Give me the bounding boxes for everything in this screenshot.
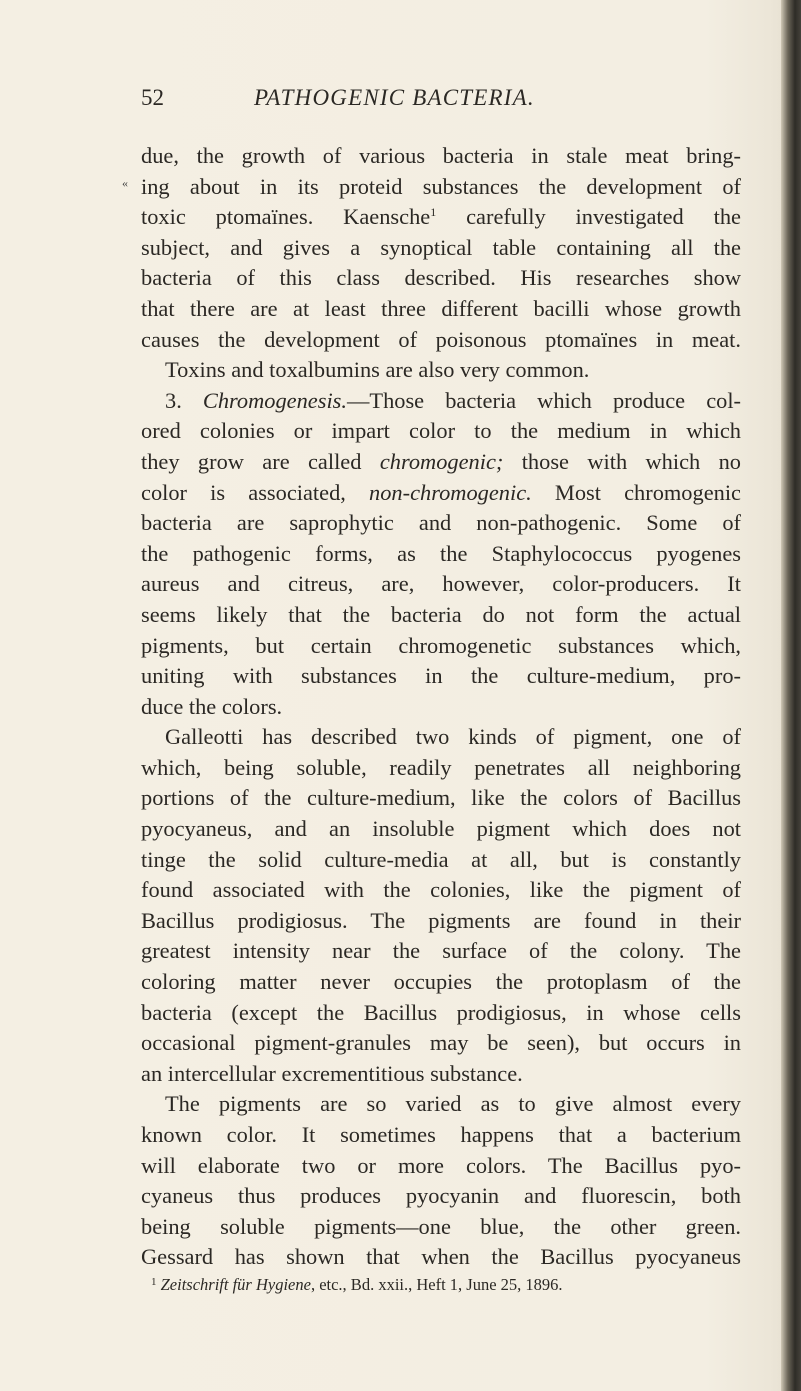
text-line: ored colonies or impart color to the medium in which bbox=[141, 418, 741, 444]
text-line: duce the colors. bbox=[141, 693, 283, 719]
text-line bbox=[141, 386, 741, 417]
text-run: Most chromogenic bbox=[531, 479, 741, 505]
text-line: uniting with substances in the culture-medium, pro- bbox=[141, 663, 741, 689]
text-line: which, being soluble, readily penetrates all neighboring bbox=[141, 754, 741, 780]
text-line: greatest intensity near the surface of the colony. The bbox=[141, 938, 741, 964]
text-line: coloring matter never occupies the protoplasm of the bbox=[141, 969, 741, 995]
text-line: subject, and gives a synoptical table containing all the bbox=[141, 234, 741, 260]
page-header bbox=[141, 80, 781, 116]
text-run: those with which no bbox=[503, 448, 741, 474]
text-line: seems likely that the bacteria do not form the actual bbox=[141, 601, 741, 627]
footnote-marker: 1 bbox=[151, 1275, 157, 1288]
text-line: pyocyaneus, and an insoluble pigment which does not bbox=[141, 816, 741, 842]
body-text bbox=[141, 141, 741, 1297]
text-line: bacteria (except the Bacillus prodigiosus, in whose cells bbox=[141, 999, 741, 1025]
text-line: due, the growth of various bacteria in stale meat bring- bbox=[141, 143, 741, 168]
text-run: carefully investigated the bbox=[466, 204, 741, 230]
text-line: Galleotti has described two kinds of pigment, one of bbox=[165, 724, 741, 750]
text-line: The pigments are so varied as to give almost every bbox=[165, 1091, 741, 1117]
text-line: causes the development of poisonous ptomaïnes in meat. bbox=[141, 326, 741, 352]
emphasis-term: non-chromogenic. bbox=[369, 479, 532, 505]
text-line: aureus and citreus, are, however, color-producers. It bbox=[141, 571, 741, 597]
text-line: found associated with the colonies, like the pigment of bbox=[141, 877, 741, 903]
page-number: 52 bbox=[141, 85, 164, 110]
book-spine-shadow bbox=[781, 0, 801, 1391]
text-line: Gessard has shown that when the Bacillus pyocyaneus bbox=[141, 1244, 741, 1270]
text-line: Bacillus prodigiosus. The pigments are found in their bbox=[141, 907, 741, 933]
footnote-text: , etc., Bd. xxii., Heft 1, June 25, 1896. bbox=[310, 1274, 563, 1294]
emphasis-term: chromogenic; bbox=[379, 448, 504, 474]
footnote-reference: 1 bbox=[430, 205, 437, 220]
text-line: occasional pigment-granules may be seen), but occurs in bbox=[141, 1030, 741, 1056]
text-line: the pathogenic forms, as the Staphylococcus pyogenes bbox=[141, 540, 741, 566]
text-line: cyaneus thus produces pyocyanin and fluorescin, both bbox=[141, 1183, 741, 1209]
text-line: being soluble pigments—one blue, the other green. bbox=[141, 1213, 741, 1239]
text-line: will elaborate two or more colors. The Bacillus pyo- bbox=[141, 1152, 741, 1178]
text-line: bacteria of this class described. His researches show bbox=[141, 265, 741, 291]
running-title: PATHOGENIC BACTERIA. bbox=[254, 85, 535, 110]
text-line bbox=[141, 447, 741, 478]
footnote bbox=[141, 1273, 741, 1297]
text-line: an intercellular excrementitious substance. bbox=[141, 1060, 523, 1086]
footnote-title: Zeitschrift für Hygiene bbox=[160, 1274, 311, 1294]
text-line: portions of the culture-medium, like the colors of Bacillus bbox=[141, 785, 741, 811]
text-line bbox=[141, 478, 741, 509]
text-line: tinge the solid culture-media at all, but is constantly bbox=[141, 846, 741, 872]
margin-mark: « bbox=[122, 176, 128, 190]
text-run: they grow are called bbox=[141, 448, 380, 474]
text-line: that there are at least three different bacilli whose growth bbox=[141, 295, 741, 321]
text-run: —Those bacteria which produce col- bbox=[347, 387, 742, 413]
text-line: bacteria are saprophytic and non-pathogenic. Some of bbox=[141, 510, 741, 536]
text-run: toxic ptomaïnes. Kaensche bbox=[141, 204, 431, 230]
text-run: color is associated, bbox=[141, 479, 370, 505]
text-line: known color. It sometimes happens that a bacterium bbox=[141, 1122, 741, 1147]
text-line: ing about in its proteid substances the development of bbox=[141, 173, 741, 199]
text-run: 3. bbox=[165, 387, 203, 413]
text-line bbox=[141, 202, 741, 233]
text-line: pigments, but certain chromogenetic substances which, bbox=[141, 632, 741, 658]
text-line: Toxins and toxalbumins are also very common. bbox=[165, 357, 590, 383]
section-heading: Chromogenesis. bbox=[202, 387, 347, 413]
